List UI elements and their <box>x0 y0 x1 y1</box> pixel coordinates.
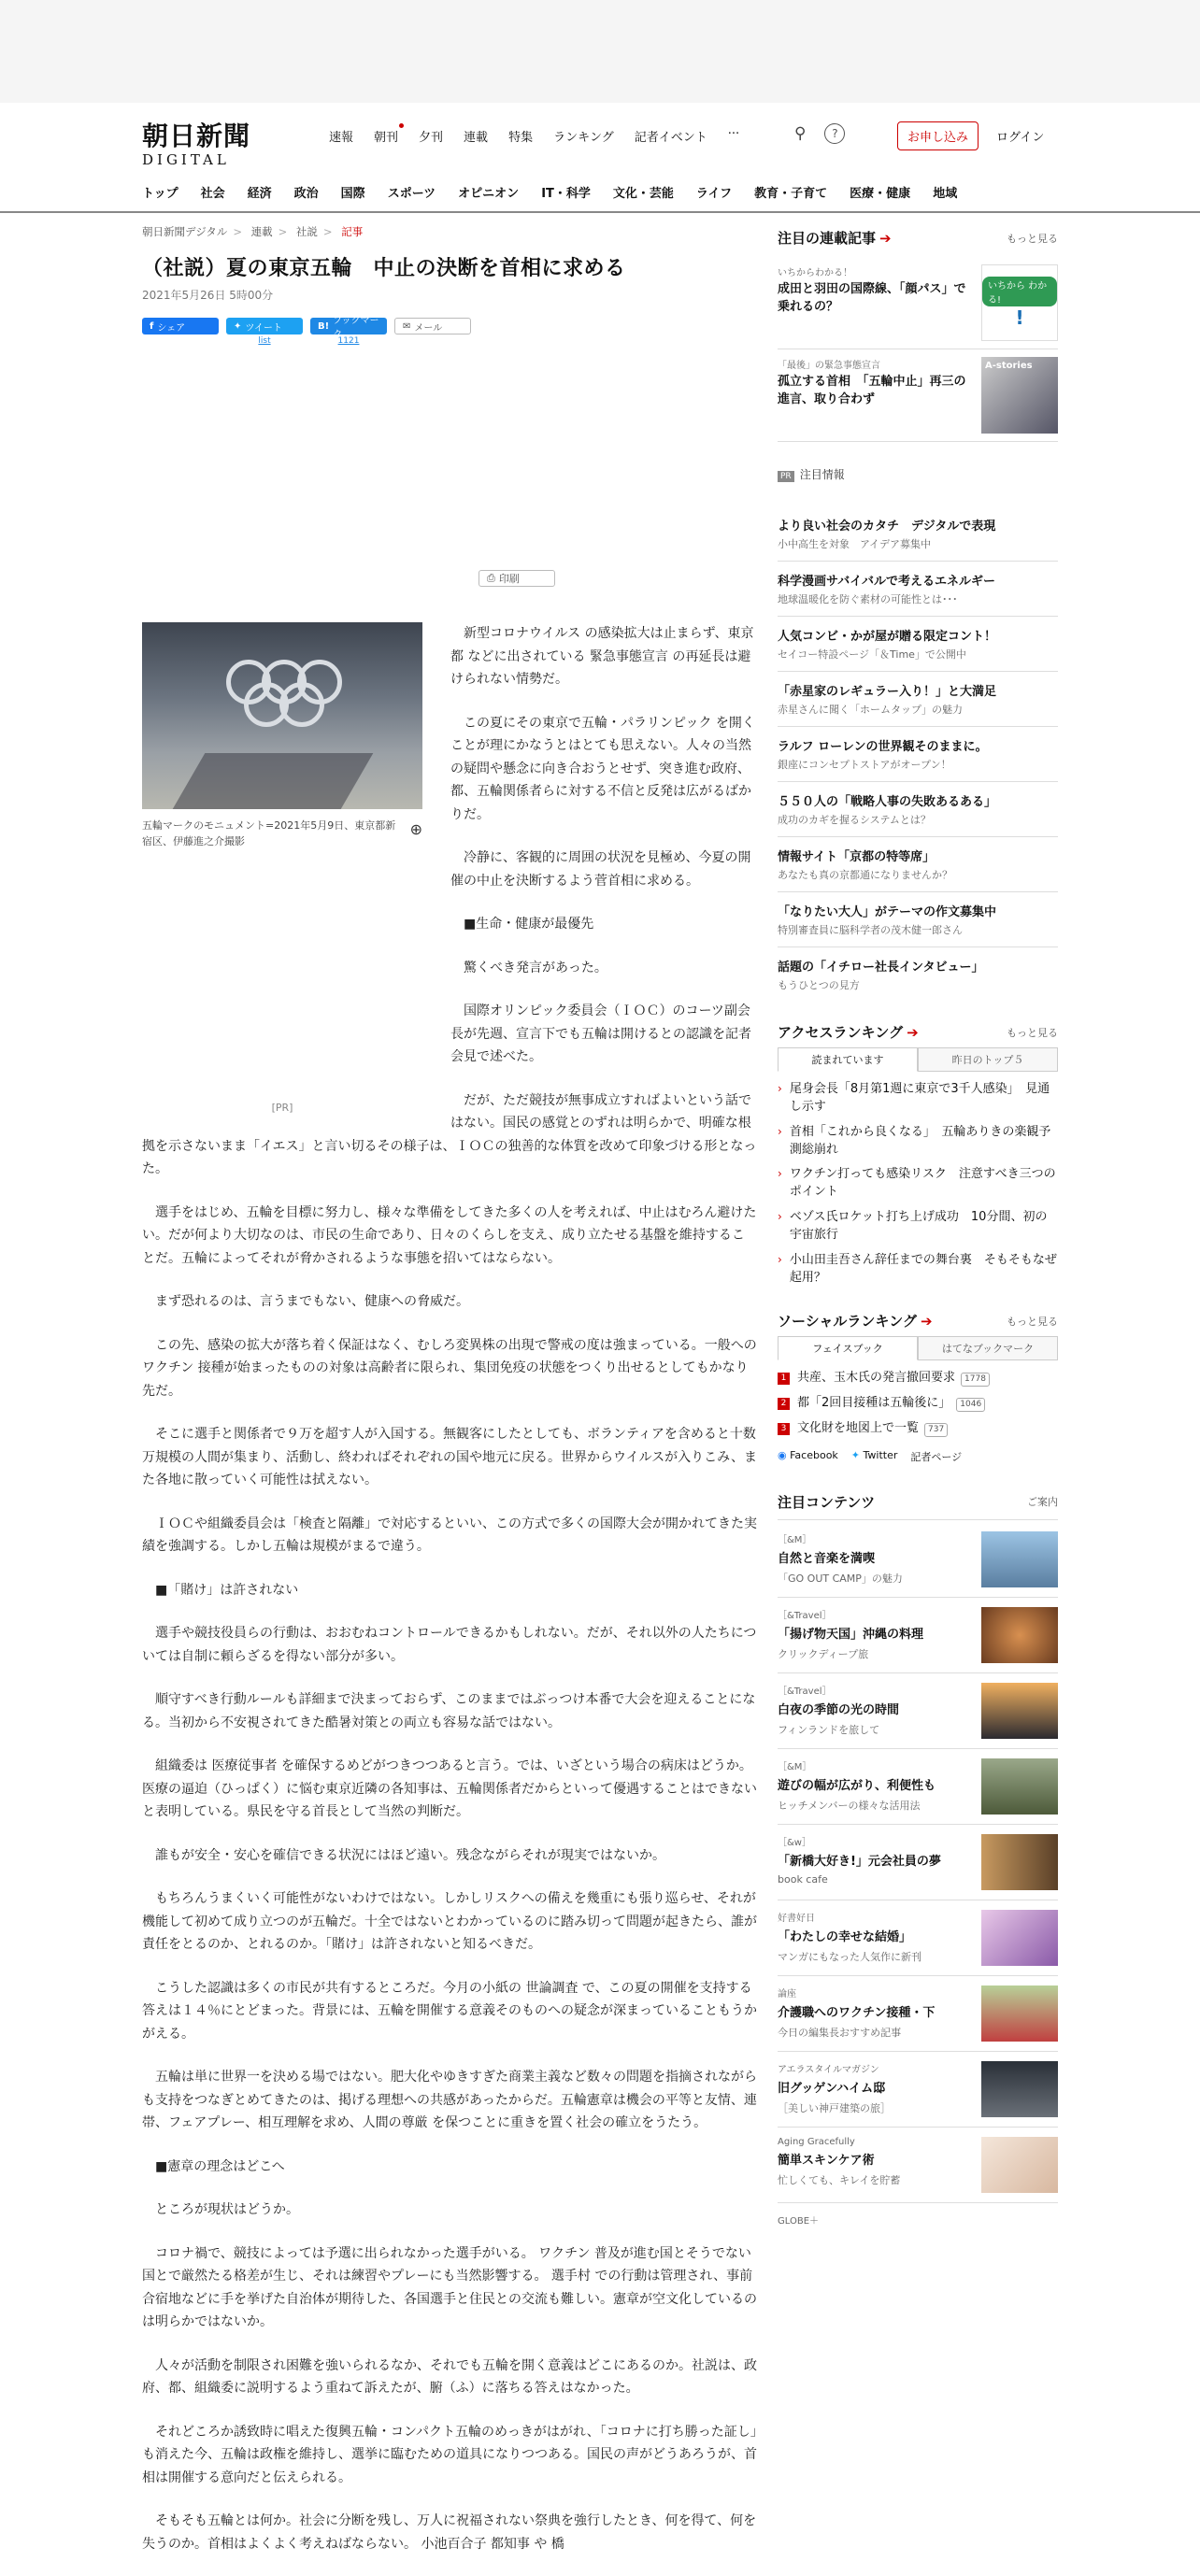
print-icon: ⎙ <box>487 572 495 584</box>
nav-ranking[interactable]: ランキング <box>553 131 614 145</box>
tab-yesterday-top5[interactable]: 昨日のトップ５ <box>918 1047 1058 1072</box>
crumb-editorial[interactable]: 社説 <box>295 225 318 238</box>
tab-hatena[interactable]: はてなブックマーク <box>918 1336 1058 1360</box>
subscribe-button[interactable]: お申し込み <box>897 121 979 150</box>
mail-icon: ✉ <box>403 320 411 332</box>
paragraph: 誰もが安全・安心を確信できる状況にはほど遠い。残念ながらそれが現実ではないか。 <box>155 1847 665 1863</box>
cat-economy[interactable]: 経済 <box>247 187 272 201</box>
paragraph: こうした認識は多くの市民が共有するところだ。今月の小紙の 世論調査 で、この夏の開催を支持する答えは１４％にとどまった。背景には、五輪を開催する意義そのものへの疑念が深まっていることもうかがえる。 <box>142 1980 757 2042</box>
series-item[interactable] <box>778 349 1058 442</box>
sidebar <box>778 228 1058 2236</box>
content-thumb <box>981 1910 1058 1966</box>
content-item[interactable]: ［&w］ 「新橋大好き!」元会社員の夢 book cafe <box>778 1825 1058 1900</box>
crumb-current: 記事 <box>341 225 364 238</box>
paragraph: 国際オリンピック委員会（ＩＯＣ）のコーツ副会長が先週、宣言下でも五輪は開けるとの認識を記者会見で述べた。 <box>450 1003 751 1064</box>
paragraph: 組織委は 医療従事者 を確保するめどがつきつつあると言う。では、いざという場合の病床はどうか。医療の逼迫（ひっぱく）に悩む東京近隣の各知事は、五輪関係者だからといって優遇することはできないと表明している。県民を守る首長として当然の判断だ。 <box>142 1758 757 1819</box>
cat-it-science[interactable]: IT・科学 <box>541 187 591 201</box>
arrow-right-icon: ➔ <box>907 1024 919 1041</box>
paragraph: この先、感染の拡大が落ち着く保証はなく、むしろ変異株の出現で警戒の度は強まっている。一般への ワクチン 接種が始まったものの対象は高齢者に限られ、集団免疫の状態をつくり出せるとしてもかなり先だ。 <box>142 1337 757 1399</box>
paragraph: 冷静に、客観的に周囲の状況を見極め、今夏の開催の中止を決断するよう菅首相に求める。 <box>450 850 751 889</box>
featured-content-heading: 注目コンテンツ <box>778 1493 876 1511</box>
paragraph: そもそも五輪とは何か。社会に分断を残し、万人に祝福されない祭典を強行したとき、何を得て、何を失うのか。首相はよくよく考えねばならない。 小池百合子 都知事 や 橋 <box>142 2513 757 2552</box>
paragraph: 新型コロナウイルス の感染拡大は止まらず、東京都 などに出されている 緊急事態宣言 の再延長は避けられない情勢だ。 <box>450 626 754 687</box>
reporter-page-link[interactable]: 記者ページ <box>910 1450 963 1463</box>
zoom-icon[interactable]: ⊕ <box>409 820 422 838</box>
series-item-title: 孤立する首相 「五輪中止」再三の進言、取り合わず <box>778 375 966 406</box>
series-thumb <box>981 357 1058 434</box>
paragraph: だが、ただ競技が無事成立すればよいという話ではない。国民の感覚とのずれは明らかで、明確な根拠を示さないまま「イエス」と言い切るその様子は、ＩＯＣの独善的な体質を改めて印象づける形となった。 <box>142 1092 757 1176</box>
article-body <box>142 622 757 2555</box>
pr-item[interactable]: 「なりたい大人」がテーマの作文募集中 特別審査員に脳科学者の茂木健一郎さん <box>778 892 1058 947</box>
pr-label: [PR] <box>271 1102 293 1114</box>
paragraph: そこに選手と関係者で９万を超す人が入国する。無観客にしたとしても、ボランティアを含めると十数万規模の人間が集まり、活動し、終わればそれぞれの国や地元に戻る。世界からウイルスが入りこみ、また各地に散っていく可能性は拭えない。 <box>142 1427 757 1487</box>
subheading: ■「賭け」は許されない <box>155 1582 299 1598</box>
twitter-icon: ✦ <box>850 1448 861 1461</box>
pr-item[interactable]: 話題の「イチロー社長インタビュー」 もうひとつの見方 <box>778 961 984 991</box>
tab-most-read[interactable]: 読まれています <box>778 1047 918 1072</box>
nav-features[interactable]: 特集 <box>508 131 534 145</box>
series-item-title: 成田と羽田の国際線、「顔パス」で乗れるの？ <box>778 282 966 314</box>
login-link[interactable]: ログイン <box>996 131 1045 145</box>
cat-education[interactable]: 教育・子育て <box>754 187 828 201</box>
cat-society[interactable]: 社会 <box>200 187 225 201</box>
content-item[interactable]: 好書好日 「わたしの幸せな結婚」 マンガにもなった人気作に新刊 <box>778 1900 1058 1976</box>
social-ranking-item[interactable]: 2 都「2回目接種は五輪後に」 1046 <box>778 1391 1058 1416</box>
content-item[interactable]: 論座 介護職へのワクチン接種・下 今日の編集長おすすめ記事 <box>778 1976 1058 2052</box>
cat-international[interactable]: 国際 <box>340 187 365 201</box>
content-guide-link[interactable]: ご案内 <box>1027 1496 1058 1509</box>
search-icon[interactable]: ⚲ <box>794 124 807 143</box>
ranking-item[interactable]: › 首相「これから良くなる」 五輪ありきの楽観予測総崩れ <box>778 1124 1051 1157</box>
twitter-link[interactable]: ✦ Twitter <box>850 1448 898 1461</box>
top-nav <box>329 127 760 145</box>
content-item[interactable]: Aging Gracefully 簡単スキンケア術 忙しくても、キレイを貯蓄 <box>778 2128 1058 2203</box>
article-figure <box>142 622 422 1114</box>
series-item-kicker: いちからわかる！ <box>778 268 852 278</box>
arrow-right-icon: ➔ <box>920 1313 933 1331</box>
content-thumb <box>981 2061 1058 2117</box>
content-item[interactable]: ［&M］ 遊びの幅が広がり、利便性も ヒッチメンバーの様々な活用法 <box>778 1749 1058 1825</box>
ranking-item[interactable]: › 小山田圭吾さん辞任までの舞台裏 そもそもなぜ起用？ <box>778 1252 1057 1285</box>
paragraph: この夏にその東京で五輪・パラリンピック を開くことが理にかなうとはとても思えない。人々の当然の疑問や懸念に向き合おうとせず、突き進む政府、都、五輪関係者らに対する不信と反発は広がるばかりだ。 <box>450 715 755 822</box>
content-thumb <box>981 1834 1058 1890</box>
logo-subtext: DIGITAL <box>142 151 230 168</box>
paragraph: まず恐れるのは、言うまでもない、健康への脅威だ。 <box>155 1294 469 1309</box>
series-item-kicker: 「最後」の緊急事態宣言 <box>778 361 880 371</box>
cat-sports[interactable]: スポーツ <box>387 187 436 201</box>
nav-breaking[interactable]: 速報 <box>329 131 354 145</box>
social-ranking-heading[interactable]: ソーシャルランキング ➔ <box>778 1313 933 1331</box>
access-more-link[interactable]: もっと見る <box>1007 1026 1058 1039</box>
content-item[interactable]: ［&Travel］ 白夜の季節の光の時間 フィンランドを旅して <box>778 1673 1058 1749</box>
mail-button[interactable]: ✉ メール <box>394 318 471 334</box>
content-item[interactable]: GLOBE＋ <box>778 2215 820 2227</box>
nav-series[interactable]: 連載 <box>464 131 489 145</box>
pr-heading: PR 注目情報 <box>778 466 1058 482</box>
paragraph: ところが現状はどうか。 <box>155 2202 299 2217</box>
social-ranking-item[interactable]: 3 文化財を地図上で一覧 737 <box>778 1416 1058 1442</box>
series-thumb: いちから わかる! ! <box>981 264 1058 341</box>
hatena-bookmark-button[interactable]: B! ブックマーク <box>310 318 387 334</box>
paragraph: それどころか誘致時に唱えた復興五輪・コンパクト五輪のめっきがはがれ、「コロナに打ち勝った証し」も消えた今、五輪は政権を維持し、選挙に臨むための道具になりつつある。国民の声がどうあろうが、首相は開催する意向だと伝えられる。 <box>142 2424 757 2485</box>
ranking-item[interactable]: › ワクチン打っても感染リスク 注意すべき三つのポイント <box>778 1167 1056 1200</box>
content-thumb <box>981 1531 1058 1587</box>
paragraph: 順守すべき行動ルールも詳細まで決まっておらず、このままではぶっつけ本番で大会を迎えることになる。当初から不安視されてきた酷暑対策との両立も容易な話ではない。 <box>142 1692 756 1730</box>
content-thumb <box>981 1607 1058 1663</box>
paragraph: コロナ禍で、競技によっては予選に出られなかった選手がいる。 ワクチン 普及が進む国とそうでない国とで厳然たる格差が生じ、それは練習やプレーにも当然影響する。 選手村 での行動は管理され、事前合宿地などに手を挙げた自治体が期待した、各国選手と住民との交流も難しい。憲章が空文化しているのは明らかではないか。 <box>142 2245 757 2329</box>
content-thumb <box>981 1683 1058 1739</box>
nav-events[interactable]: 記者イベント <box>634 131 707 145</box>
crumb-series[interactable]: 連載 <box>250 225 273 238</box>
publish-date: 2021年5月26日 5時00分 <box>142 289 274 302</box>
print-button[interactable]: ⎙ 印刷 <box>479 570 555 587</box>
share-bar <box>142 318 757 587</box>
site-logo[interactable] <box>142 116 264 168</box>
facebook-link[interactable]: ◉ Facebook <box>778 1448 838 1461</box>
pr-item[interactable]: ラルフ ローレンの世界観そのままに。 銀座にコンセプトストアがオープン！ <box>778 727 1058 782</box>
pr-item[interactable]: ５５０人の「戦略人事の失敗あるある」 成功のカギを握るシステムとは？ <box>778 782 1058 837</box>
social-more-link[interactable]: もっと見る <box>1007 1315 1058 1328</box>
ranking-item[interactable]: › 尾身会長「8月第1週に東京で3千人感染」 見通し示す <box>778 1082 1050 1114</box>
pr-item[interactable]: 人気コンビ・かが屋が贈る限定コント！ セイコー特設ページ「＆Time」で公開中 <box>778 617 1058 672</box>
thumb-text: いちから わかる! <box>982 277 1057 306</box>
facebook-icon: ◉ <box>778 1448 787 1461</box>
nav-morning[interactable]: 朝刊 <box>374 127 398 145</box>
social-ranking-item[interactable]: 1 共産、玉木氏の発言撤回要求 1778 <box>778 1366 1058 1391</box>
paragraph: 五輪は単に世界一を決める場ではない。肥大化やゆきすぎた商業主義など数々の問題を指摘されながらも支持をつなぎとめてきたのは、掲げる理想への共感があったからだ。五輪憲章は機会の平等と友情、連帯、フェアプレー、相互理解を求め、人間の尊厳 を保つことに重きを置く社会の確立をうたう。 <box>142 2070 757 2130</box>
bookmark-count[interactable]: 1121 <box>337 336 360 346</box>
category-nav <box>142 183 957 201</box>
crumb-home[interactable]: 朝日新聞デジタル <box>142 225 228 238</box>
twitter-share-button[interactable]: ✦ ツイート <box>226 318 303 334</box>
ranking-item[interactable]: › ベゾス氏ロケット打ち上げ成功 10分間、初の宇宙旅行 <box>778 1210 1048 1242</box>
series-more-link[interactable]: もっと見る <box>1007 232 1058 245</box>
photo-caption: 五輪マークのモニュメント=2021年5月9日、東京都新宿区、伊藤進之介撮影 ⊕ <box>142 819 422 847</box>
article-photo[interactable] <box>142 622 422 809</box>
nav-more[interactable]: ··· <box>727 127 740 141</box>
series-heading[interactable]: 注目の連載記事 ➔ <box>778 230 892 247</box>
paragraph: 人々が活動を制限され困難を強いられるなか、それでも五輪を開く意義はどこにあるのか。社説は、政府、都、組織委に説明するよう重ねて訴えたが、腑（ふ）に落ちる答えはなかった。 <box>142 2357 757 2396</box>
nav-evening[interactable]: 夕刊 <box>419 131 444 145</box>
content-thumb <box>981 1758 1058 1815</box>
paragraph: 選手や競技役員らの行動は、おおむねコントロールできるかもしれない。だが、それ以外の人たちについては自制に頼らざるを得ない部分が多い。 <box>142 1626 757 1664</box>
pr-item[interactable]: 「赤星家のレギュラー入り！」と大満足 赤星さんに聞く「ホームタップ」の魅力 <box>778 672 1058 727</box>
cat-culture[interactable]: 文化・芸能 <box>612 187 674 201</box>
facebook-share-button[interactable]: f シェア <box>142 318 219 334</box>
content-item[interactable]: ［&Travel］ 「揚げ物天国」沖縄の料理 クリックディープ旅 <box>778 1598 1058 1673</box>
content-item[interactable]: アエラスタイルマガジン 旧グッゲンハイム邸 ［美しい神戸建築の旅］ <box>778 2052 1058 2128</box>
tweet-count[interactable]: list <box>258 336 271 346</box>
subheading: ■生命・健康が最優先 <box>464 917 594 932</box>
pr-item[interactable]: 情報サイト「京都の特等席」 あなたも真の京都通になりませんか？ <box>778 837 1058 892</box>
top-ad-space <box>0 0 1200 103</box>
site-header <box>0 103 1200 213</box>
subheading: ■憲章の理念はどこへ <box>155 2158 285 2174</box>
content-thumb <box>981 1985 1058 2042</box>
cat-politics[interactable]: 政治 <box>293 187 319 201</box>
pr-item[interactable]: 科学漫画サバイバルで考えるエネルギー 地球温暖化を防ぐ素材の可能性とは･･･ <box>778 562 1058 617</box>
content-item[interactable]: ［&M］ 自然と音楽を満喫 「GO OUT CAMP」の魅力 <box>778 1522 1058 1598</box>
paragraph: ＩＯＣや組織委員会は「検査と隔離」で対応するといい、この方式で多くの国際大会が開かれてきた実績を強調する。しかし五輪は規模がまるで違う。 <box>142 1516 757 1554</box>
cat-opinion[interactable]: オピニオン <box>458 187 520 201</box>
tab-facebook[interactable]: フェイスブック <box>778 1336 918 1360</box>
logo-text: 朝日新聞 <box>142 121 251 151</box>
arrow-right-icon: ➔ <box>879 230 892 247</box>
cat-health[interactable]: 医療・健康 <box>850 187 911 201</box>
breadcrumb: 朝日新聞デジタル > 連載 > 社説 > 記事 <box>142 225 364 238</box>
social-links <box>778 1449 1058 1464</box>
help-icon[interactable]: ? <box>824 123 845 144</box>
paragraph: 選手をはじめ、五輪を目標に努力し、様々な準備をしてきた多くの人を考えれば、中止はむろん避けたい。だが何より大切なのは、市民の生命であり、日々のくらしを支え、成り立たせる基盤を維持することだ。五輪によってそれが脅かされるような事態を招いてはならない。 <box>142 1204 757 1266</box>
pr-item[interactable]: より良い社会のカタチ デジタルで表現 小中高生を対象 アイデア募集中 <box>778 506 1058 562</box>
access-ranking-heading[interactable]: アクセスランキング ➔ <box>778 1024 919 1041</box>
content-thumb <box>981 2137 1058 2193</box>
paragraph: 驚くべき発言があった。 <box>464 960 607 975</box>
article-main <box>142 224 757 2576</box>
cat-life[interactable]: ライフ <box>695 187 733 201</box>
cat-region[interactable]: 地域 <box>933 187 958 201</box>
series-item[interactable] <box>778 257 1058 349</box>
thumb-text: A-stories <box>985 361 1033 371</box>
cat-top[interactable]: トップ <box>142 187 179 201</box>
page-title: （社説）夏の東京五輪 中止の決断を首相に求める <box>142 257 626 280</box>
paragraph: もちろんうまくいく可能性がないわけではない。しかしリスクへの備えを幾重にも張り巡らせ、それが機能して初めて成り立つのが五輪だ。十全ではないとわかっているのに踏み切って問題が起きたら、誰が責任をとるのか、とれるのか。「賭け」は許されないと知るべきだ。 <box>142 1891 757 1952</box>
